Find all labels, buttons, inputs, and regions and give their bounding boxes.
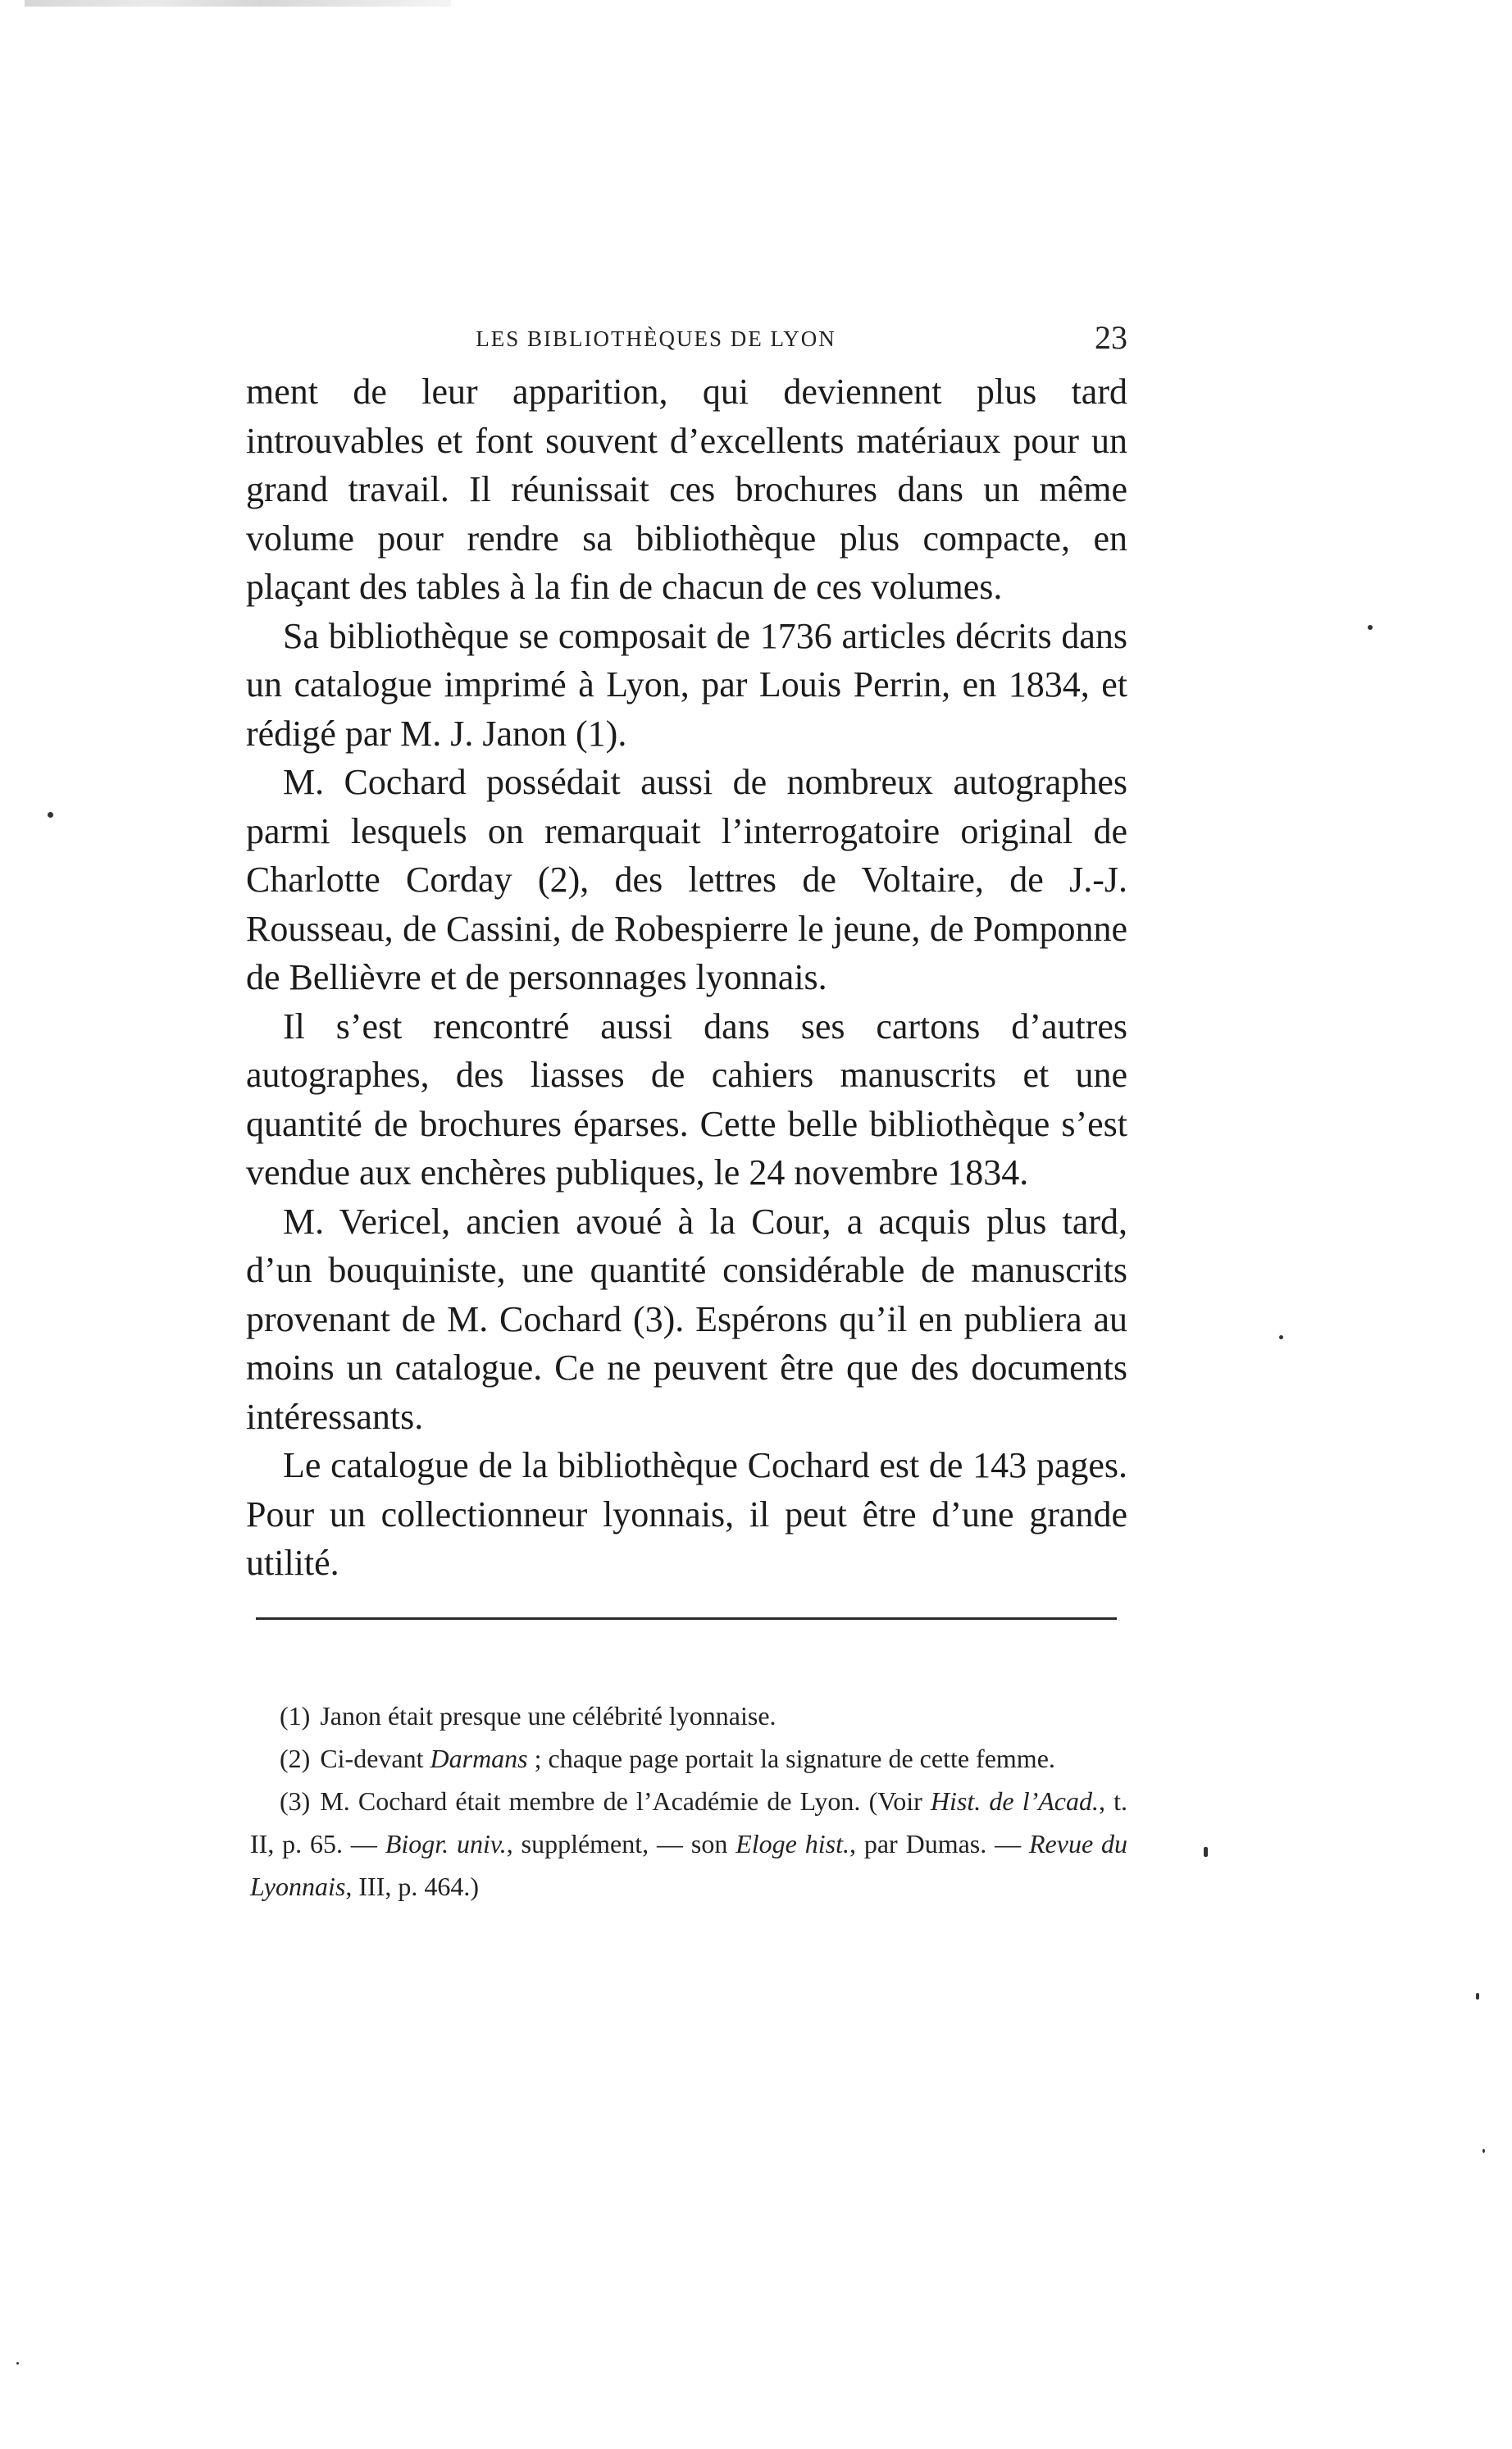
footnote-italic: Revue du Lyonnais	[250, 1829, 1128, 1901]
footnote-italic: Darmans	[430, 1744, 528, 1773]
scan-speck	[1204, 1847, 1208, 1857]
paragraph-2: Sa bibliothèque se composait de 1736 articles décrits dans un catalogue imprimé à Lyon, par Louis Perrin, en 1834, et rédigé par M. J. Janon (1).	[246, 615, 1127, 754]
scan-edge-artifact	[25, 0, 451, 7]
footnote-1	[250, 1694, 1127, 1737]
paragraph-6: Le catalogue de la bibliothèque Cochard est de 143 pages. Pour un collectionneur lyonnais, il peut être d’une grande utilité.	[246, 1445, 1127, 1583]
footnote-text: Ci-devant	[320, 1744, 430, 1773]
scan-speck	[1482, 2149, 1485, 2153]
footnote-italic: Biogr. univ.	[385, 1829, 507, 1858]
page-header	[246, 318, 1127, 367]
paragraph-3: M. Cochard possédait aussi de nombreux autographes parmi lesquels on remarquait l’interrogatoire original de Charlotte Corday (2), des lettres de Voltaire, de J.-J. Rousseau, de Cassini, de Robespierre le jeune, de Pomponne de Bellièvre et de personnages lyonnais.	[246, 762, 1127, 997]
running-head: LES BIBLIOTHÈQUES DE LYON	[476, 326, 836, 351]
footnote-number: (3)	[280, 1786, 311, 1816]
main-text	[246, 367, 1127, 1588]
footnote-text: M. Cochard était membre de l’Académie de Lyon. (Voir	[320, 1786, 931, 1816]
scan-speck	[1476, 1993, 1479, 2000]
footnote-number: (1)	[280, 1701, 311, 1731]
footnote-2	[250, 1737, 1127, 1780]
footnote-italic: Eloge hist.	[736, 1829, 849, 1858]
footnote-text: , III, p. 464.)	[345, 1872, 480, 1901]
footnote-text: , supplément, — son	[506, 1829, 736, 1858]
footnote-3	[250, 1780, 1127, 1908]
paragraph-4: Il s’est rencontré aussi dans ses cartons d’autres autographes, des liasses de cahiers manuscrits et une quantité de brochures éparses. Cette belle bibliothèque s’est vendue aux enchères publiques, le 24 novembre 1834.	[246, 1006, 1127, 1193]
scan-speck	[1279, 1335, 1283, 1339]
scan-speck	[1368, 625, 1373, 630]
footnote-text: , t. II, p. 65. —	[250, 1786, 1128, 1858]
footnote-text: Janon était presque une célébrité lyonnaise.	[320, 1701, 776, 1731]
footnote-rule	[256, 1617, 1117, 1620]
page-number: 23	[1095, 319, 1127, 356]
scan-speck	[48, 812, 53, 818]
footnotes	[250, 1694, 1127, 1908]
scan-speck	[16, 2362, 19, 2365]
footnote-text: , par Dumas. —	[849, 1829, 1029, 1858]
paragraph-1: ment de leur apparition, qui deviennent plus tard introuvables et font souvent d’excellents matériaux pour un grand travail. Il réunissait ces brochures dans un même volume pour rendre sa bibliothèque plus compacte, en plaçant des tables à la fin de chacun de ces volumes.	[246, 372, 1127, 607]
footnote-number: (2)	[280, 1744, 311, 1773]
paragraph-5: M. Vericel, ancien avoué à la Cour, a acquis plus tard, d’un bouquiniste, une quantité considérable de manuscrits provenant de M. Cochard (3). Espérons qu’il en publiera au moins un catalogue. Ce ne peuvent être que des documents intéressants.	[246, 1201, 1127, 1437]
footnote-text: ; chaque page portait la signature de cette femme.	[527, 1744, 1055, 1773]
footnote-italic: Hist. de l’Acad.	[930, 1786, 1099, 1816]
